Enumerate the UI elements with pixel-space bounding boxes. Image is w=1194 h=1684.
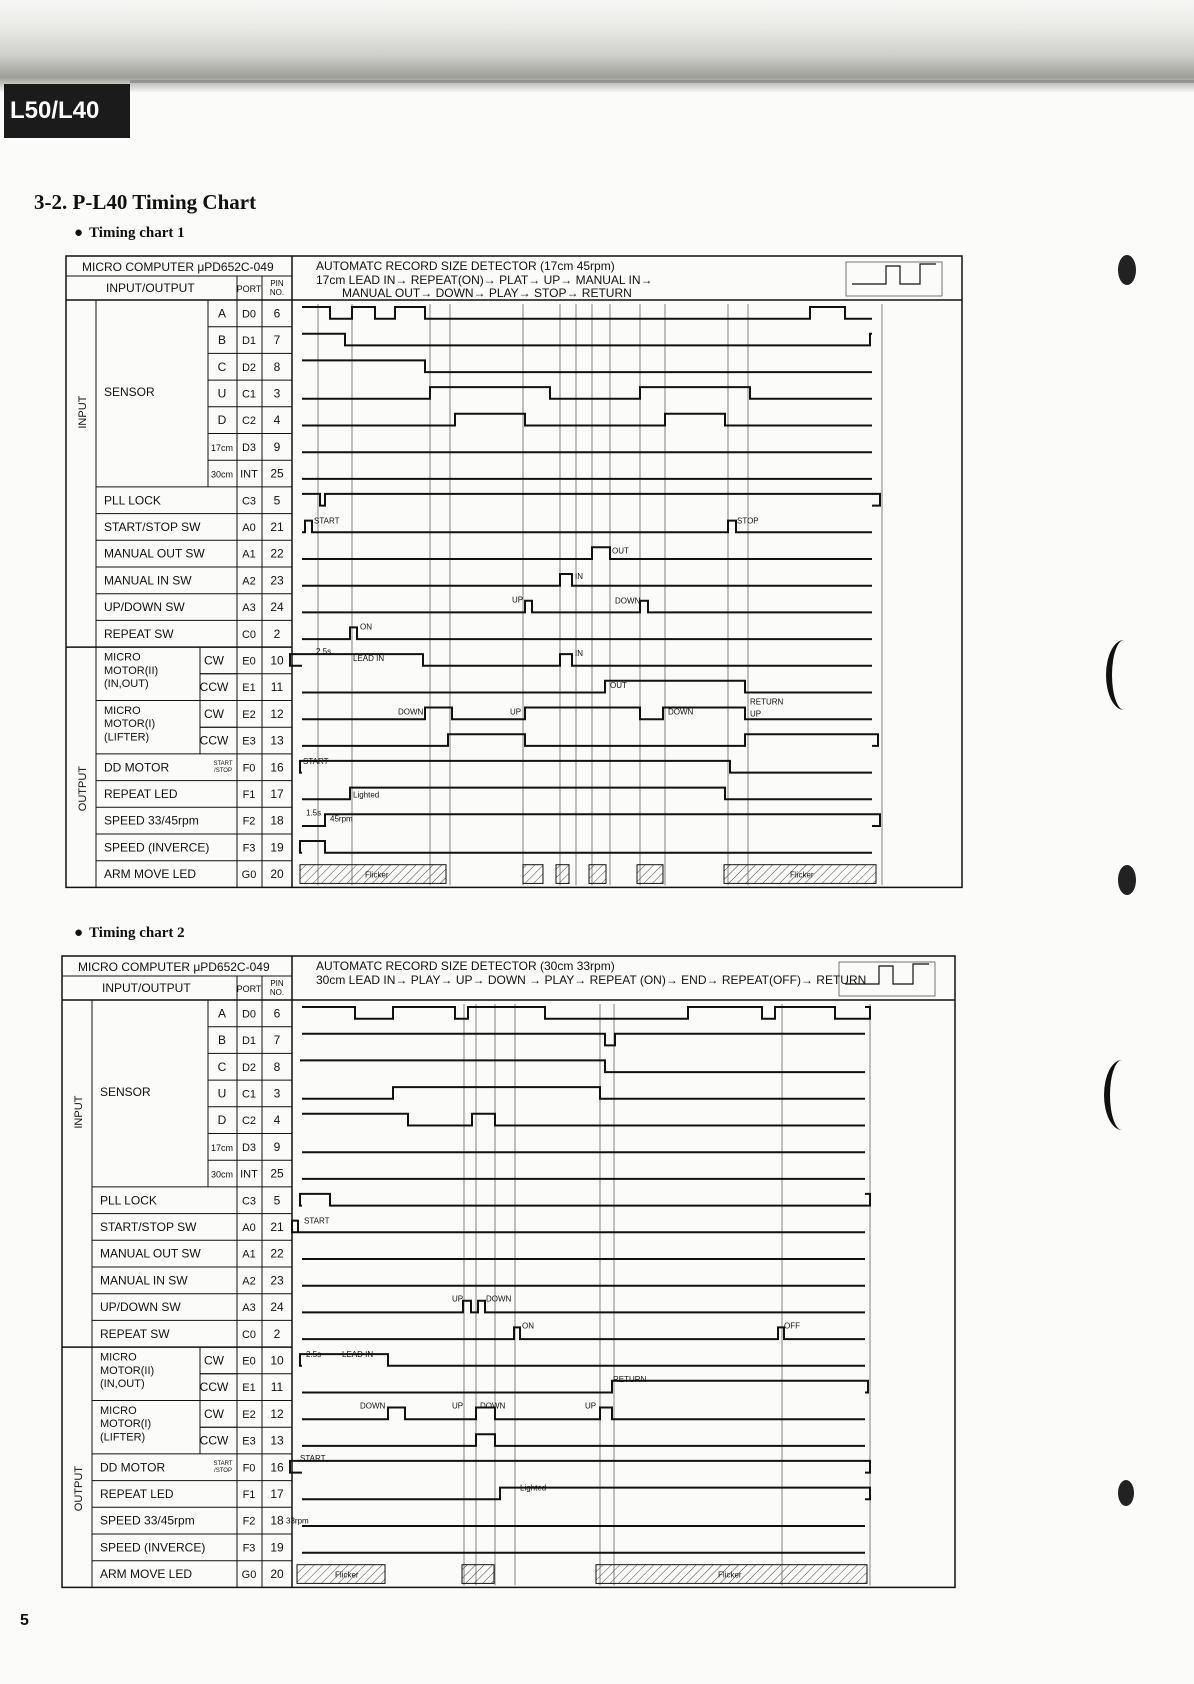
pin-number: 11 [270,680,284,695]
motor-label: MICRO [104,651,141,664]
annotation: IN [575,572,583,581]
page-number: 5 [20,1612,29,1629]
signal-name: UP/DOWN SW [100,1300,181,1315]
signal-name: REPEAT SW [100,1326,170,1341]
output-label: OUTPUT [73,1465,85,1512]
signal-waveform [302,1327,865,1339]
port-label: A2 [242,1275,256,1288]
signal-name: PLL LOCK [100,1193,157,1208]
pin-number: 25 [270,466,284,481]
annotation: 2.5s [316,647,332,657]
port-label: C3 [241,1195,257,1208]
pin-number: 18 [270,813,284,828]
scanned-top-band [0,0,1194,92]
chart-description: AUTOMATC RECORD SIZE DETECTOR (30cm 33rpm) [316,959,615,973]
annotation: UP [750,709,762,719]
signal-name: PLL LOCK [104,493,161,508]
annotation: UP [512,595,524,605]
signal-waveform [302,627,872,639]
chart-1-heading-text: Timing chart 1 [89,225,185,241]
signal-sub: B [217,333,227,348]
signal-name: MANUAL OUT SW [104,546,205,561]
io-header: INPUT/OUTPUT [106,281,195,295]
top-rule [130,80,1194,83]
signal-sub: /STOP [214,1467,232,1474]
signal-waveform [302,307,872,319]
motor-label: (IN,OUT) [104,678,149,691]
input-label: INPUT [73,1095,85,1129]
signal-sub: CW [204,1353,224,1368]
signal-waveform [290,1461,870,1473]
signal-waveform [302,1007,870,1019]
signal-sub: CCW [199,733,229,748]
annotation: Lighted [353,790,380,800]
pin-number: 17 [270,786,284,801]
signal-sub: C [217,359,227,374]
signal-name: ARM MOVE LED [104,867,197,882]
binder-hole [1118,1480,1134,1506]
timing-chart-1 [0,254,1194,894]
port-label: A3 [242,1302,256,1315]
pin-number: 17 [270,1486,284,1501]
signal-name: REPEAT LED [100,1486,174,1501]
annotation: STOP [737,516,759,526]
signal-sub: CCW [199,680,229,695]
pin-number: 12 [270,1406,284,1421]
signal-name: MANUAL IN SW [104,573,192,588]
pin-header: NO. [269,288,285,297]
annotation: OUT [610,680,627,690]
pin-header: PIN [270,979,284,988]
annotation: UP [510,707,522,717]
signal-waveform [302,360,872,372]
timing-chart-2 [0,954,1194,1594]
signal-name: REPEAT SW [104,626,174,641]
signal-sub: CCW [199,1433,229,1448]
port-label: F2 [242,815,256,828]
annotation: OFF [784,1321,800,1331]
pin-number: 24 [270,1300,284,1315]
annotation: UP [585,1401,597,1411]
port-label: F1 [242,788,256,801]
pin-number: 3 [273,386,281,401]
signal-name: UP/DOWN SW [104,600,185,615]
motor-label: MOTOR(I) [104,718,156,731]
signal-waveform [300,1194,870,1206]
port-label: E2 [242,708,256,721]
annotation: UP [452,1401,464,1411]
motor-label: (LIFTER) [104,731,150,744]
pin-number: 7 [273,333,281,348]
pin-number: 18 [270,1513,284,1528]
signal-sub: 30cm [210,469,234,480]
signal-name: SPEED (INVERCE) [104,840,210,855]
flicker-block [556,865,569,884]
chart-description: MANUAL OUT→ DOWN→ PLAY→ STOP→ RETURN [342,286,632,300]
port-header: PORT [236,284,262,294]
port-label: A0 [242,1221,256,1234]
annotation: DOWN [668,707,694,717]
sensor-label: SENSOR [100,1085,151,1100]
chart-description: 30cm LEAD IN→ PLAY→ UP→ DOWN → PLAY→ REPEAT (ON)→ END→ REPEAT(OFF)→ RETURN [316,973,867,987]
pin-number: 16 [270,760,284,775]
signal-sub: A [217,306,227,321]
flicker-block [637,865,663,884]
annotation: DOWN [480,1401,506,1411]
port-label: D3 [241,1141,257,1154]
pin-number: 20 [270,867,284,882]
signal-waveform [302,547,872,559]
annotation: Flicker [335,1570,359,1580]
pin-number: 11 [270,1380,284,1395]
port-label: D2 [241,1061,257,1074]
pin-number: 10 [270,653,284,668]
pin-number: 21 [270,519,284,534]
signal-waveform [300,1354,865,1366]
model-tab: L50/L40 [4,84,130,138]
signal-waveform [302,574,872,586]
port-label: F2 [242,1515,256,1528]
chart-description: 17cm LEAD IN→ REPEAT(ON)→ PLAT→ UP→ MANUAL IN→ [316,273,653,287]
signal-sub: CW [204,653,224,668]
signal-sub: /STOP [214,767,232,774]
port-label: E3 [242,735,256,748]
motor-label: MICRO [100,1351,137,1364]
signal-sub: A [217,1006,227,1021]
binder-hole [1104,1060,1140,1130]
annotation: IN [575,649,583,659]
signal-waveform [302,414,872,426]
signal-sub: START [213,1460,233,1467]
port-label: F1 [242,1488,256,1501]
port-label: C2 [241,1115,257,1128]
annotation: LEAD IN [342,1350,374,1360]
chart-frame [62,956,955,1587]
sensor-label: SENSOR [104,385,155,400]
annotation: Flicker [718,1570,742,1580]
motor-label: MICRO [104,704,141,717]
annotation: Lighted [520,1483,547,1493]
signal-waveform [300,841,872,853]
port-label: A0 [242,521,256,534]
annotation: START [303,756,329,766]
port-label: G0 [241,869,257,882]
signal-sub: 17cm [210,442,234,453]
port-label: D2 [241,361,257,374]
port-label: F0 [242,762,256,775]
annotation: LEAD IN [353,654,385,664]
motor-label: (IN,OUT) [100,1378,145,1391]
signal-waveform [302,1087,865,1099]
signal-waveform [302,334,872,346]
port-label: A1 [242,1248,256,1261]
signal-name: START/STOP SW [100,1219,197,1234]
pin-number: 5 [273,493,281,508]
annotation: RETURN [750,697,784,707]
port-label: D0 [241,1008,257,1021]
annotation: ON [360,622,372,632]
port-label: G0 [241,1569,257,1582]
signal-sub: U [217,386,227,401]
pin-number: 22 [270,546,284,561]
annotation: 33rpm [286,1516,309,1526]
pin-number: 21 [270,1219,284,1234]
motor-label: MOTOR(II) [104,664,159,677]
port-label: INT [240,468,258,481]
binder-hole [1118,255,1136,285]
flicker-block [462,1565,494,1584]
pin-number: 6 [273,306,281,321]
port-label: D1 [241,1035,257,1048]
annotation: START [314,516,340,526]
signal-name: DD MOTOR [100,1460,166,1475]
annotation: 1.5s [306,808,322,818]
signal-name: REPEAT LED [104,786,178,801]
motor-label: MICRO [100,1404,137,1417]
io-header: INPUT/OUTPUT [102,981,191,995]
signal-name: SPEED 33/45rpm [104,813,199,828]
annotation: 2.5s [306,1350,322,1360]
pin-number: 16 [270,1460,284,1475]
motor-label: MOTOR(I) [100,1418,152,1431]
annotation: DOWN [398,707,424,717]
pin-number: 10 [270,1353,284,1368]
annotation: DOWN [486,1294,512,1304]
micro-computer-label: MICRO COMPUTER μPD652C-049 [78,960,270,974]
port-header: PORT [236,984,262,994]
signal-name: DD MOTOR [104,760,170,775]
signal-waveform [302,387,872,399]
port-label: D0 [241,308,257,321]
signal-sub: C [217,1059,227,1074]
pin-number: 23 [270,1273,284,1288]
signal-waveform [302,814,880,826]
annotation: Flicker [365,870,389,880]
signal-sub: CW [204,706,224,721]
signal-waveform [302,1381,868,1393]
port-label: C0 [241,628,257,641]
signal-waveform [302,1114,865,1126]
pin-number: 25 [270,1166,284,1181]
annotation: START [304,1216,330,1226]
chart-frame [66,256,962,887]
port-label: C3 [241,495,257,508]
signal-waveform [302,1434,865,1446]
annotation: UP [452,1294,464,1304]
pin-number: 24 [270,600,284,615]
chart-2-heading: ● Timing chart 2 [74,925,185,941]
signal-sub: B [217,1033,227,1048]
port-label: F3 [242,842,256,855]
pin-number: 20 [270,1567,284,1582]
signal-name: SPEED (INVERCE) [100,1540,206,1555]
pin-number: 13 [270,1433,284,1448]
signal-name: START/STOP SW [104,519,201,534]
output-label: OUTPUT [77,765,89,812]
port-label: A1 [242,548,256,561]
pin-number: 2 [273,1326,281,1341]
signal-waveform [302,1034,865,1046]
pin-number: 12 [270,706,284,721]
input-label: INPUT [77,395,89,429]
port-label: C1 [241,388,257,401]
signal-waveform [302,1488,870,1500]
port-label: E1 [242,1382,256,1395]
signal-waveform [302,1301,865,1313]
pin-number: 8 [273,1059,281,1074]
flicker-block [589,865,606,884]
chart-1-heading: ● Timing chart 1 [74,225,185,241]
signal-sub: CW [204,1406,224,1421]
pin-header: NO. [269,988,285,997]
pin-number: 9 [273,1139,281,1154]
pin-number: 4 [273,413,281,428]
port-label: E0 [242,1355,256,1368]
signal-waveform [302,1408,865,1420]
signal-waveform [300,761,872,773]
section-title: 3-2. P-L40 Timing Chart [34,190,257,214]
signal-sub: START [213,760,233,767]
pin-number: 13 [270,733,284,748]
chart-2-heading-text: Timing chart 2 [89,925,185,941]
port-label: E1 [242,682,256,695]
pin-number: 9 [273,439,281,454]
signal-waveform [292,1221,865,1233]
port-label: C1 [241,1088,257,1101]
pin-number: 7 [273,1033,281,1048]
signal-name: ARM MOVE LED [100,1567,193,1582]
port-label: F0 [242,1462,256,1475]
signal-waveform [300,1060,865,1072]
signal-waveform [302,708,872,720]
annotation: START [300,1453,326,1463]
signal-sub: D [217,413,227,428]
pin-number: 8 [273,359,281,374]
signal-waveform [302,734,878,746]
micro-computer-label: MICRO COMPUTER μPD652C-049 [82,260,274,274]
port-label: E0 [242,655,256,668]
flicker-block [523,865,543,884]
binder-hole [1118,865,1136,895]
port-label: E2 [242,1408,256,1421]
pin-number: 23 [270,573,284,588]
pin-number: 19 [270,840,284,855]
record-icon [852,264,936,284]
annotation: 45rpm [330,814,353,824]
port-label: E3 [242,1435,256,1448]
pin-header: PIN [270,279,284,288]
port-label: C0 [241,1328,257,1341]
chart-description: AUTOMATC RECORD SIZE DETECTOR (17cm 45rpm) [316,259,615,273]
port-label: A3 [242,602,256,615]
pin-number: 5 [273,1193,281,1208]
pin-number: 6 [273,1006,281,1021]
signal-waveform [302,494,880,506]
pin-number: 22 [270,1246,284,1261]
motor-label: (LIFTER) [100,1431,146,1444]
annotation: ON [522,1321,534,1331]
annotation: RETURN [613,1374,647,1384]
annotation: DOWN [360,1401,386,1411]
signal-waveform [302,521,872,533]
motor-label: MOTOR(II) [100,1364,155,1377]
port-label: C2 [241,415,257,428]
port-label: D3 [241,441,257,454]
port-label: F3 [242,1542,256,1555]
signal-sub: D [217,1113,227,1128]
signal-waveform [302,601,872,613]
signal-sub: U [217,1086,227,1101]
annotation: OUT [612,546,629,556]
signal-waveform [302,681,872,693]
port-label: A2 [242,575,256,588]
record-icon-frame [846,262,942,296]
binder-hole [1106,640,1142,710]
signal-waveform [302,788,872,800]
signal-sub: 17cm [210,1142,234,1153]
signal-sub: 30cm [210,1169,234,1180]
pin-number: 4 [273,1113,281,1128]
pin-number: 3 [273,1086,281,1101]
port-label: D1 [241,335,257,348]
port-label: INT [240,1168,258,1181]
annotation: Flicker [790,870,814,880]
annotation: DOWN [615,596,641,606]
signal-name: MANUAL OUT SW [100,1246,201,1261]
signal-name: SPEED 33/45rpm [100,1513,195,1528]
signal-sub: CCW [199,1380,229,1395]
signal-name: MANUAL IN SW [100,1273,188,1288]
pin-number: 19 [270,1540,284,1555]
pin-number: 2 [273,626,281,641]
